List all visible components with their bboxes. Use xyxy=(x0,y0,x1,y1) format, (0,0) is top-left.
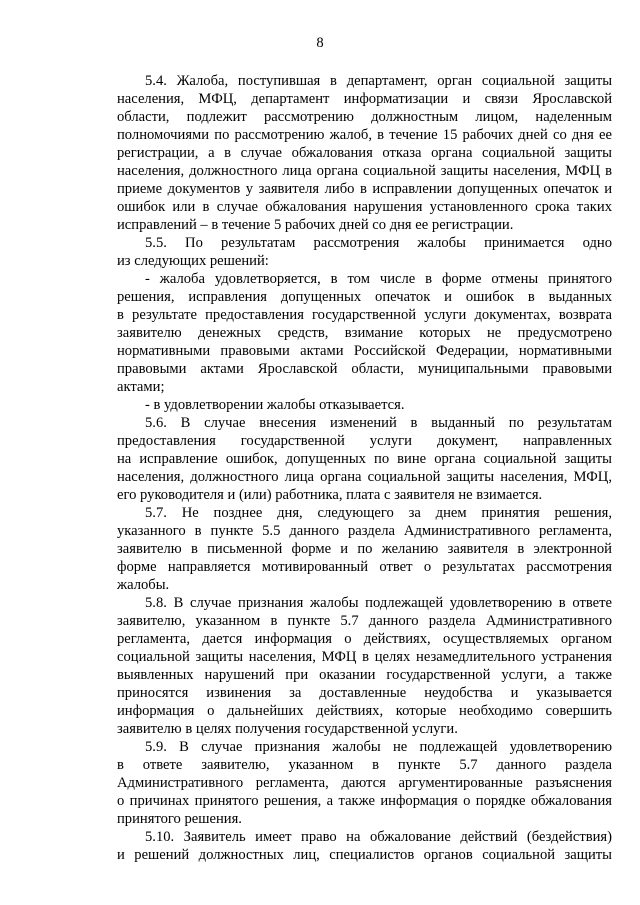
text-line: 5.9. В случае признания жалобы не подлежащей удовлетворению xyxy=(145,739,612,755)
text-line: в результате предоставления государственной услуги документах, возврата xyxy=(117,307,612,323)
text-line: исправлений – в течение 5 рабочих дней со дня ее регистрации. xyxy=(117,217,514,233)
page-number: 8 xyxy=(316,35,324,51)
text-line: области, подлежит рассмотрению должностным лицом, наделенным xyxy=(117,109,612,125)
text-line: социальной защиты населения, МФЦ в целях незамедлительного устранения xyxy=(117,649,612,665)
text-line: 5.10. Заявитель имеет право на обжалование действий (бездействия) xyxy=(145,829,612,845)
text-line: заявителю, указанном в пункте 5.7 данного раздела Административного xyxy=(117,613,612,629)
text-line: 5.8. В случае признания жалобы подлежащей удовлетворению в ответе xyxy=(145,595,612,611)
text-line: и решений должностных лиц, специалистов органов социальной защиты xyxy=(117,847,612,863)
text-line: из следующих решений: xyxy=(117,253,269,269)
text-line: нормативными правовыми актами Российской Федерации, нормативными xyxy=(117,343,612,359)
text-line: заявителю в целях получения государственной услуги. xyxy=(117,721,458,737)
text-line: населения, должностного лица органа социальной защиты населения, МФЦ, xyxy=(117,469,612,485)
text-line: ошибок или в случае обжалования нарушения установленного срока таких xyxy=(117,199,612,215)
text-line: жалобы. xyxy=(117,577,170,593)
text-line: информация о дальнейших действиях, которые необходимо совершить xyxy=(117,703,612,719)
text-line: населения, МФЦ, департамент информатизации и связи Ярославской xyxy=(117,91,612,107)
text-line: на исправление ошибок, допущенных по вине органа социальной защиты xyxy=(117,451,612,467)
text-line: его руководителя и (или) работника, плата с заявителя не взимается. xyxy=(117,487,543,503)
text-line: предоставления государственной услуги документ, направленных xyxy=(117,433,612,449)
text-line: принятого решения. xyxy=(117,811,242,827)
text-line: населения, должностного лица органа социальной защиты населения, МФЦ в xyxy=(117,163,612,179)
text-line: форме направляется мотивированный ответ о результатах рассмотрения xyxy=(117,559,612,575)
text-line: - в удовлетворении жалобы отказывается. xyxy=(145,397,405,413)
text-line: указанного в пункте 5.5 данного раздела Административного регламента, xyxy=(117,523,612,539)
text-line: 5.5. По результатам рассмотрения жалобы принимается одно xyxy=(145,235,612,251)
text-line: полномочиями по рассмотрению жалоб, в течение 15 рабочих дней со дня ее xyxy=(117,127,612,143)
text-line: приеме документов у заявителя либо в исправлении допущенных опечаток и xyxy=(117,181,612,197)
text-line: актами; xyxy=(117,379,165,395)
text-line: 5.6. В случае внесения изменений в выданный по результатам xyxy=(145,415,612,431)
text-line: регистрации, а в случае обжалования отказа органа социальной защиты xyxy=(117,145,612,161)
text-line: выявленных нарушений при оказании государственной услуги, а также xyxy=(117,667,612,683)
text-line: 5.4. Жалоба, поступившая в департамент, орган социальной защиты xyxy=(145,73,612,89)
text-line: правовыми актами Ярославской области, муниципальными правовыми xyxy=(117,361,612,377)
text-line: Административного регламента, даются аргументированные разъяснения xyxy=(117,775,612,791)
text-line: заявителю денежных средств, взимание которых не предусмотрено xyxy=(117,325,612,341)
text-line: регламента, дается информация о действиях, осуществляемых органом xyxy=(117,631,612,647)
text-line: в ответе заявителю, указанном в пункте 5.7 данного раздела xyxy=(117,757,612,773)
text-line: - жалоба удовлетворяется, в том числе в форме отмены принятого xyxy=(145,271,612,287)
text-line: заявителю в письменной форме и по желанию заявителя в электронной xyxy=(117,541,612,557)
text-line: приносятся извинения за доставленные неудобства и указывается xyxy=(117,685,612,701)
text-line: решения, исправления допущенных опечаток и ошибок в выданных xyxy=(117,289,612,305)
text-line: о причинах принятого решения, а также информация о порядке обжалования xyxy=(117,793,612,809)
text-line: 5.7. Не позднее дня, следующего за днем принятия решения, xyxy=(145,505,612,521)
